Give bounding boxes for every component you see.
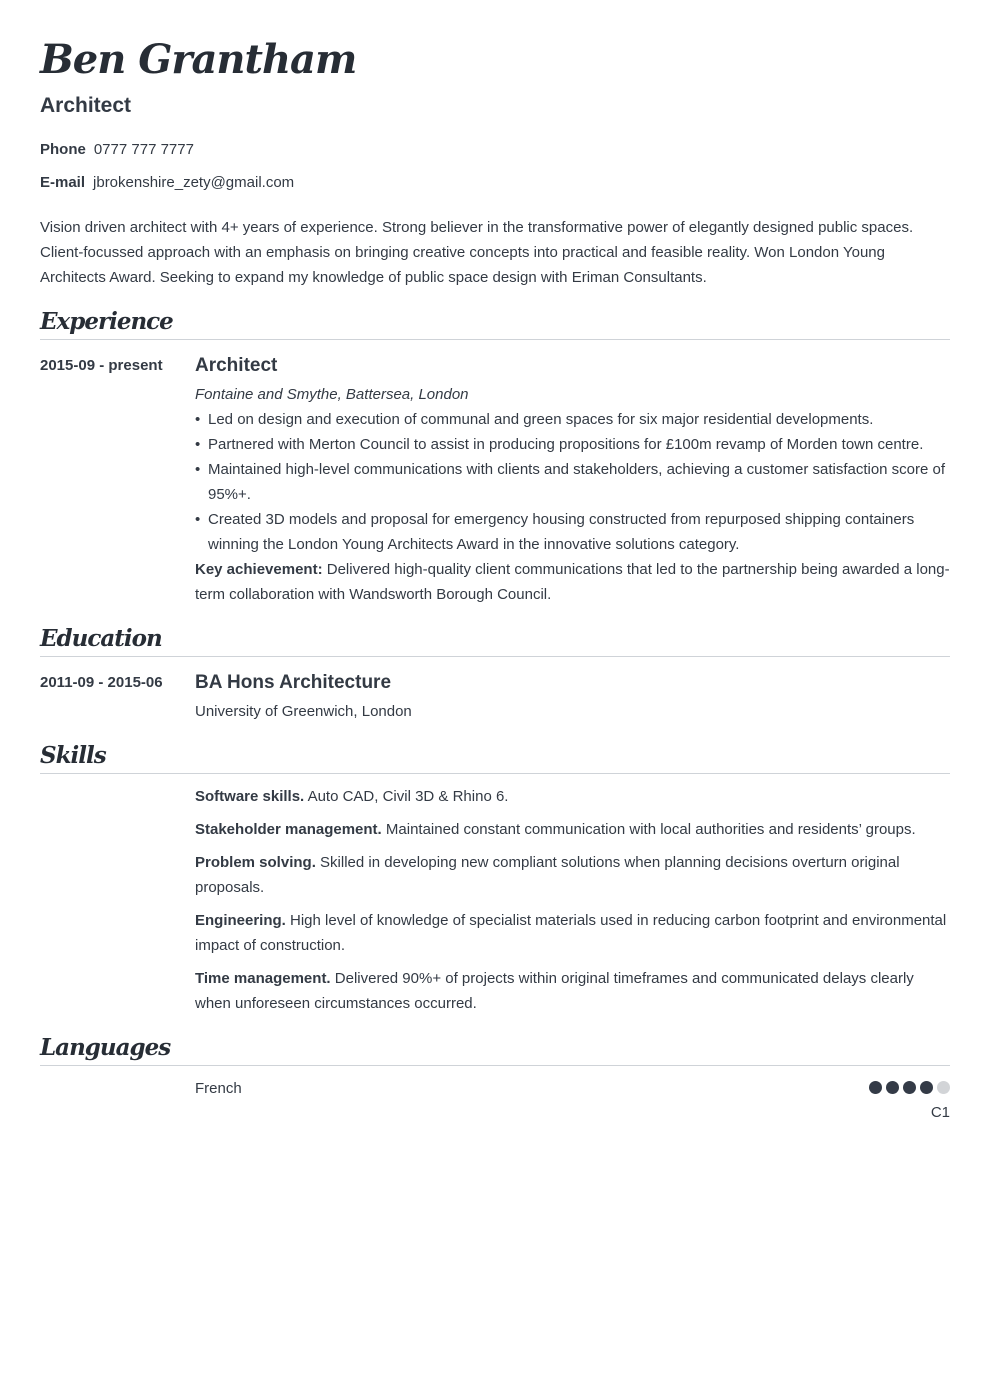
skill-item — [195, 966, 950, 1016]
skill-item — [195, 784, 950, 809]
rating-dot-filled — [886, 1081, 899, 1094]
skill-text: High level of knowledge of specialist materials used in reducing carbon footprint and environmental impact of construction. — [195, 912, 947, 954]
education-heading-text: Education — [40, 625, 162, 652]
candidate-name: Ben Grantham — [40, 36, 357, 83]
phone-row — [40, 141, 194, 158]
skill-text: Skilled in developing new compliant solutions when planning decisions overturn original proposals. — [195, 854, 900, 896]
experience-heading-text: Experience — [40, 308, 173, 335]
skill-label: Time management. — [195, 970, 331, 987]
skill-label: Stakeholder management. — [195, 821, 382, 838]
language-row — [195, 1080, 950, 1121]
rating-dot-filled — [903, 1081, 916, 1094]
rating-dot-empty — [937, 1081, 950, 1094]
skill-item — [195, 817, 950, 842]
experience-bullets — [195, 407, 950, 557]
job-title: Architect — [40, 94, 132, 117]
skill-label: Software skills. — [195, 788, 305, 805]
skill-item — [195, 850, 950, 900]
skill-item — [195, 908, 950, 958]
phone-value: 0777 777 7777 — [93, 141, 194, 158]
skill-label: Problem solving. — [195, 854, 316, 871]
list-item: • Led on design and execution of communal and green spaces for six major residential developments. — [195, 407, 950, 432]
key-achievement — [195, 557, 950, 607]
experience-heading — [40, 303, 950, 340]
languages-heading — [40, 1029, 950, 1066]
education-degree: BA Hons Architecture — [195, 672, 392, 693]
experience-entry — [195, 353, 950, 607]
education-heading — [40, 620, 950, 657]
skill-text: Auto CAD, Civil 3D & Rhino 6. — [307, 788, 509, 805]
experience-employer: Fontaine and Smythe, Battersea, London — [195, 386, 469, 403]
language-level: C1 — [930, 1104, 950, 1121]
education-school: University of Greenwich, London — [195, 703, 412, 720]
rating-dot-filled — [869, 1081, 882, 1094]
education-dates: 2011-09 - 2015-06 — [40, 674, 163, 691]
skills-list — [195, 784, 950, 1024]
language-name: French — [195, 1080, 242, 1097]
skills-heading-text: Skills — [40, 742, 106, 769]
rating-dot-filled — [920, 1081, 933, 1094]
skill-text: Delivered 90%+ of projects within original timeframes and communicated delays clearly when unforeseen circumstances occurred. — [195, 970, 914, 1012]
email-value: jbrokenshire_zety@gmail.com — [93, 174, 295, 191]
email-row — [40, 174, 294, 191]
skill-text: Maintained constant communication with local authorities and residents’ groups. — [385, 821, 916, 838]
list-item: • Created 3D models and proposal for emergency housing constructed from repurposed shipping containers winning the London Young Architects Award in the innovative solutions category. — [195, 507, 950, 557]
languages-heading-text: Languages — [40, 1034, 171, 1061]
education-entry — [195, 670, 950, 724]
email-label: E-mail — [40, 174, 86, 191]
language-rating — [869, 1081, 950, 1094]
list-item: • Maintained high-level communications with clients and stakeholders, achieving a customer satisfaction score of 95%+. — [195, 457, 950, 507]
key-achievement-text: Delivered high-quality client communications that led to the partnership being awarded a long-term collaboration with Wandsworth Borough Council. — [195, 561, 950, 603]
experience-dates: 2015-09 - present — [40, 357, 163, 374]
skill-label: Engineering. — [195, 912, 286, 929]
experience-job-title: Architect — [195, 355, 278, 376]
skills-heading — [40, 737, 950, 774]
list-item: • Partnered with Merton Council to assist in producing propositions for £100m revamp of Morden town centre. — [195, 432, 950, 457]
phone-label: Phone — [40, 141, 86, 158]
key-achievement-label: Key achievement: — [195, 561, 323, 578]
summary: Vision driven architect with 4+ years of experience. Strong believer in the transformative power of elegantly designed public spaces. Client-focussed approach with an emphasis on bringing creative concepts into practical and feasible reality. Won London Young Architects Award. Seeking to expand my knowledge of public space design with Eriman Consultants. — [40, 219, 914, 286]
